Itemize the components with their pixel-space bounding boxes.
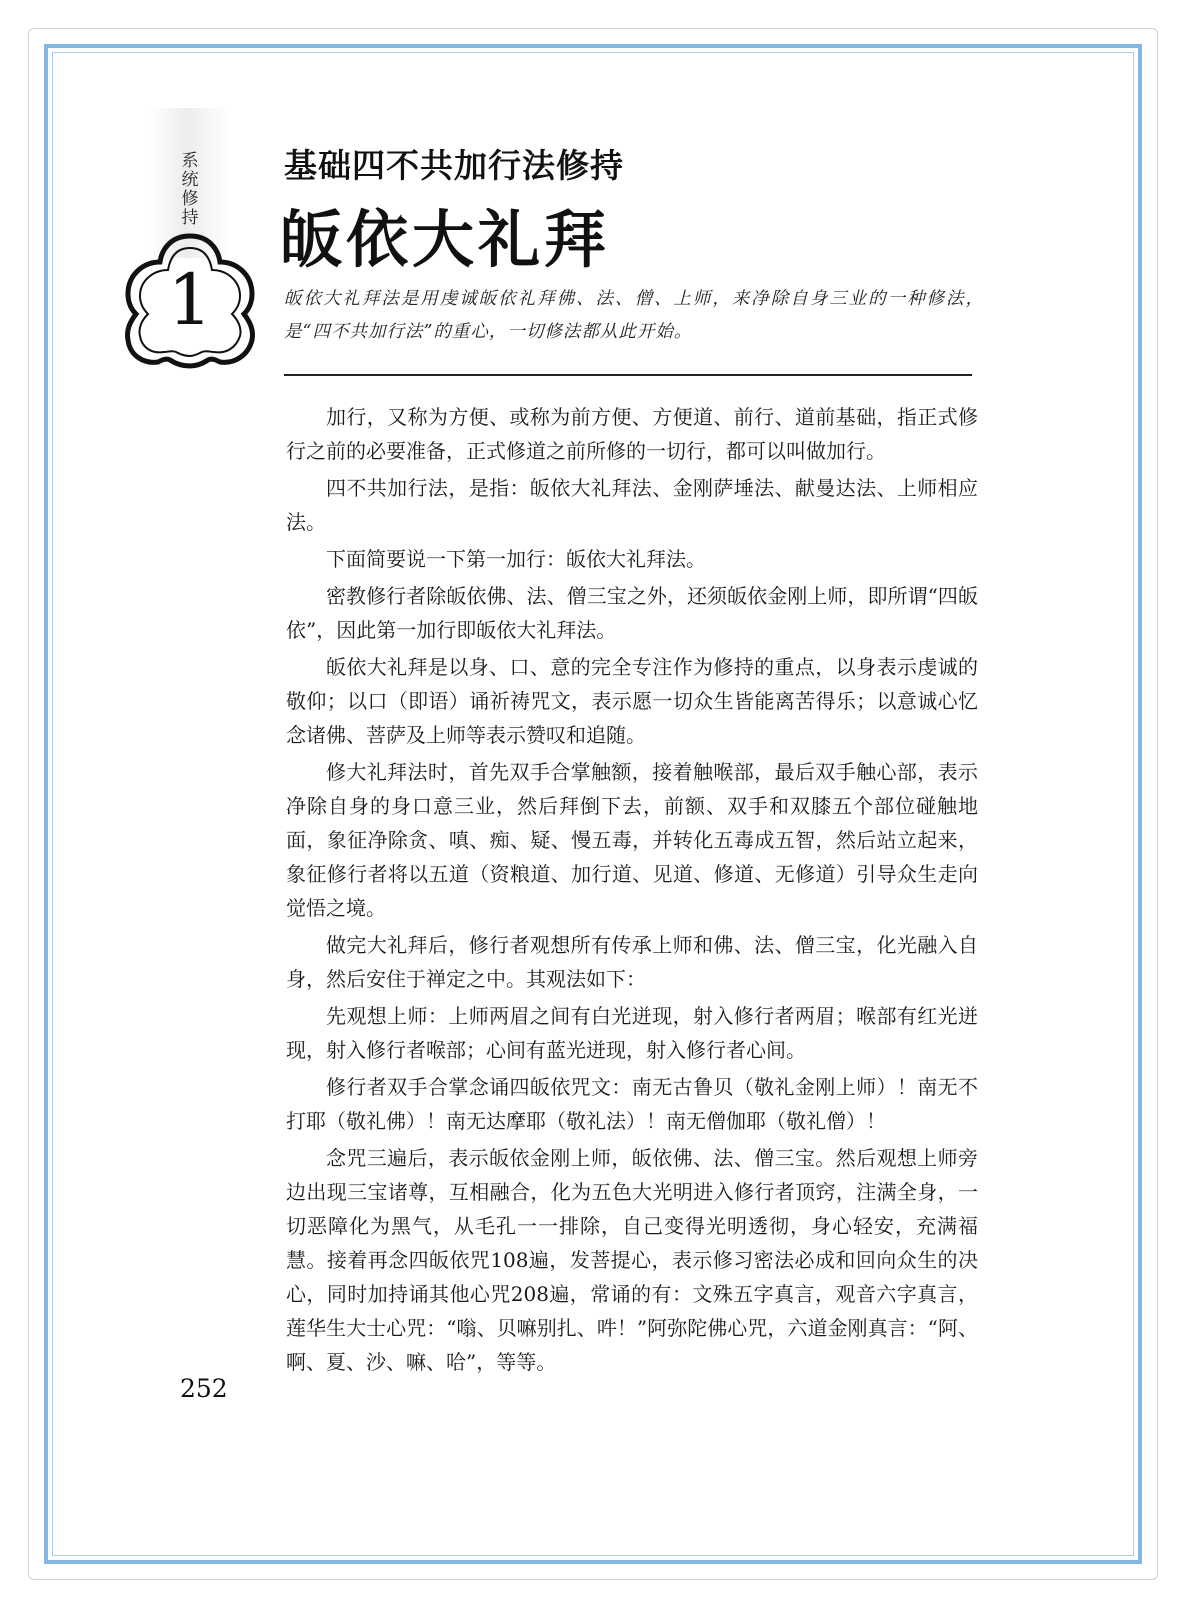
series-label-char: 系 bbox=[181, 151, 199, 171]
page-number: 252 bbox=[180, 1374, 228, 1403]
paragraph: 修行者双手合掌念诵四皈依咒文：南无古鲁贝（敬礼金刚上师）！南无不打耶（敬礼佛）！南无达摩耶（敬礼法）！南无僧伽耶（敬礼僧）！ bbox=[286, 1075, 978, 1133]
paragraph: 先观想上师：上师两眉之间有白光迸现，射入修行者两眉；喉部有红光迸现，射入修行者喉部；心间有蓝光迸现，射入修行者心间。 bbox=[286, 1004, 978, 1062]
series-label bbox=[178, 152, 202, 228]
chapter-title: 皈依大礼拜 bbox=[280, 203, 611, 276]
paragraph: 四不共加行法，是指：皈依大礼拜法、金刚萨埵法、献曼达法、上师相应法。 bbox=[286, 476, 978, 534]
body-text bbox=[286, 400, 978, 1382]
series-label-char: 统 bbox=[181, 170, 199, 190]
paragraph: 念咒三遍后，表示皈依金刚上师，皈依佛、法、僧三宝。然后观想上师旁边出现三宝诸尊，互相融合，化为五色大光明进入修行者顶窍，注满全身，一切恶障化为黑气，从毛孔一一排除，自己变得光明透彻，身心轻安，充满福慧。接着再念四皈依咒108遍，发菩提心，表示修习密法必成和回向众生的决心，同时加持诵其他心咒208遍，常诵的有：文殊五字真言，观音六字真言，莲华生大士心咒：“嗡、贝嘛别扎、吽！”阿弥陀佛心咒，六道金刚真言：“阿、啊、夏、沙、嘛、哈”，等等。 bbox=[286, 1146, 978, 1374]
paragraph: 做完大礼拜后，修行者观想所有传承上师和佛、法、僧三宝，化光融入自身，然后安住于禅定之中。其观法如下： bbox=[286, 933, 978, 991]
chapter-subtitle: 基础四不共加行法修持 bbox=[284, 146, 624, 185]
series-label-char: 修 bbox=[181, 189, 199, 209]
paragraph: 下面简要说一下第一加行：皈依大礼拜法。 bbox=[326, 547, 706, 571]
title-divider bbox=[284, 374, 972, 376]
paragraph: 密教修行者除皈依佛、法、僧三宝之外，还须皈依金刚上师，即所谓“四皈依”，因此第一加行即皈依大礼拜法。 bbox=[286, 584, 978, 642]
chapter-badge bbox=[120, 230, 260, 370]
series-label-char: 持 bbox=[181, 208, 199, 228]
paragraph: 皈依大礼拜是以身、口、意的完全专注作为修持的重点，以身表示虔诚的敬仰；以口（即语）诵祈祷咒文，表示愿一切众生皆能离苦得乐；以意诚心忆念诸佛、菩萨及上师等表示赞叹和追随。 bbox=[286, 655, 978, 747]
paragraph: 修大礼拜法时，首先双手合掌触额，接着触喉部，最后双手触心部，表示净除自身的身口意三业，然后拜倒下去，前额、双手和双膝五个部位碰触地面，象征净除贪、嗔、痴、疑、慢五毒，并转化五毒成五智，然后站立起来，象征修行者将以五道（资粮道、加行道、见道、修道、无修道）引导众生走向觉悟之境。 bbox=[286, 760, 978, 920]
paragraph: 加行，又称为方便、或称为前方便、方便道、前行、道前基础，指正式修行之前的必要准备，正式修道之前所修的一切行，都可以叫做加行。 bbox=[286, 405, 978, 463]
chapter-lead: 皈依大礼拜法是用虔诚皈依礼拜佛、法、僧、上师，来净除自身三业的一种修法，是“四不共加行法”的重心，一切修法都从此开始。 bbox=[284, 289, 984, 342]
chapter-number: 1 bbox=[167, 259, 213, 341]
